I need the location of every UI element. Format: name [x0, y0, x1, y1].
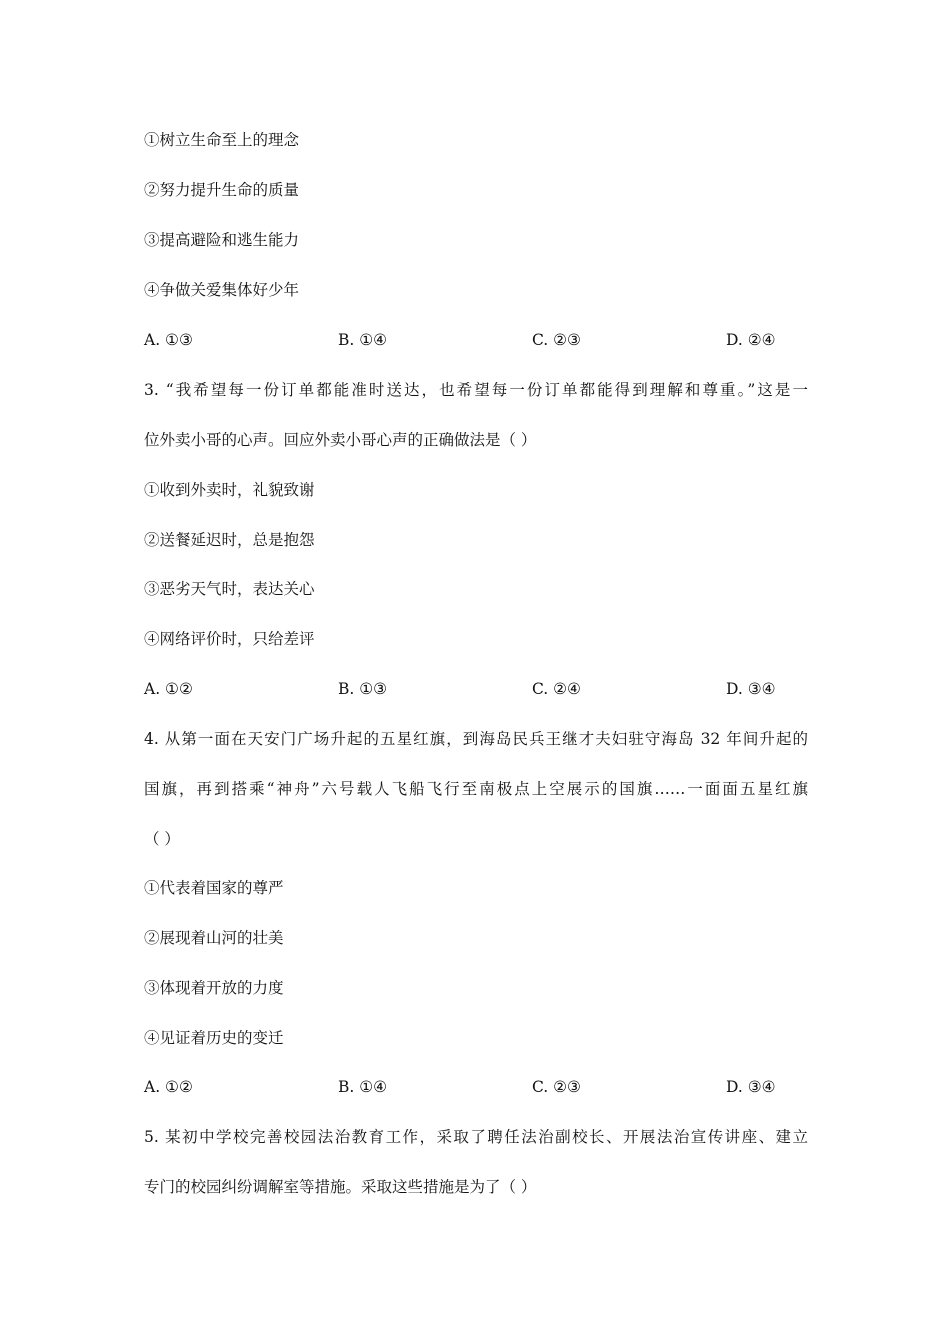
q4-stem-line-1: 4. 从第一面在天安门广场升起的五星红旗，到海岛民兵王继才夫妇驻守海岛 32 年间升起的 [144, 730, 808, 748]
q2-options [144, 329, 808, 351]
q4-option-d[interactable]: D. ③④ [726, 1078, 776, 1096]
q5-stem-line-1: 5. 某初中学校完善校园法治教育工作，采取了聘任法治副校长、开展法治宣传讲座、建立 [144, 1128, 808, 1146]
q3-stem-line-1: 3. “我希望每一份订单都能准时送达，也希望每一份订单都能得到理解和尊重。”这是一 [144, 381, 808, 399]
q4-stem-line-3: （ ） [144, 830, 180, 848]
q3-option-c[interactable]: C. ②④ [532, 680, 581, 698]
q3-item-2: ②送餐延迟时，总是抱怨 [144, 531, 315, 549]
q4-option-a[interactable]: A. ①② [144, 1078, 193, 1096]
q4-options [144, 1076, 808, 1098]
q4-item-2: ②展现着山河的壮美 [144, 929, 284, 947]
q3-option-a[interactable]: A. ①② [144, 680, 193, 698]
q3-stem-line-2: 位外卖小哥的心声。回应外卖小哥心声的正确做法是（ ） [144, 431, 537, 449]
q3-option-d[interactable]: D. ③④ [726, 680, 776, 698]
q5-stem-line-2: 专门的校园纠纷调解室等措施。采取这些措施是为了（ ） [144, 1178, 537, 1196]
q3-item-1: ①收到外卖时，礼貌致谢 [144, 481, 315, 499]
q2-option-a[interactable]: A. ①③ [144, 331, 193, 349]
q4-option-b[interactable]: B. ①④ [338, 1078, 388, 1096]
q2-item-4: ④争做关爱集体好少年 [144, 281, 300, 299]
q4-stem-line-2: 国旗，再到搭乘“神舟”六号载人飞船飞行至南极点上空展示的国旗……一面面五星红旗 [144, 780, 808, 798]
q4-item-4: ④见证着历史的变迁 [144, 1029, 284, 1047]
q4-item-1: ①代表着国家的尊严 [144, 879, 284, 897]
q2-item-3: ③提高避险和逃生能力 [144, 231, 300, 249]
q4-item-3: ③体现着开放的力度 [144, 979, 284, 997]
q3-item-4: ④网络评价时，只给差评 [144, 630, 315, 648]
q2-option-d[interactable]: D. ②④ [726, 331, 776, 349]
q2-item-2: ②努力提升生命的质量 [144, 181, 300, 199]
q2-option-c[interactable]: C. ②③ [532, 331, 581, 349]
q3-options [144, 678, 808, 700]
q2-item-1: ①树立生命至上的理念 [144, 131, 300, 149]
q4-option-c[interactable]: C. ②③ [532, 1078, 581, 1096]
q2-option-b[interactable]: B. ①④ [338, 331, 388, 349]
q3-item-3: ③恶劣天气时，表达关心 [144, 580, 315, 598]
q3-option-b[interactable]: B. ①③ [338, 680, 388, 698]
